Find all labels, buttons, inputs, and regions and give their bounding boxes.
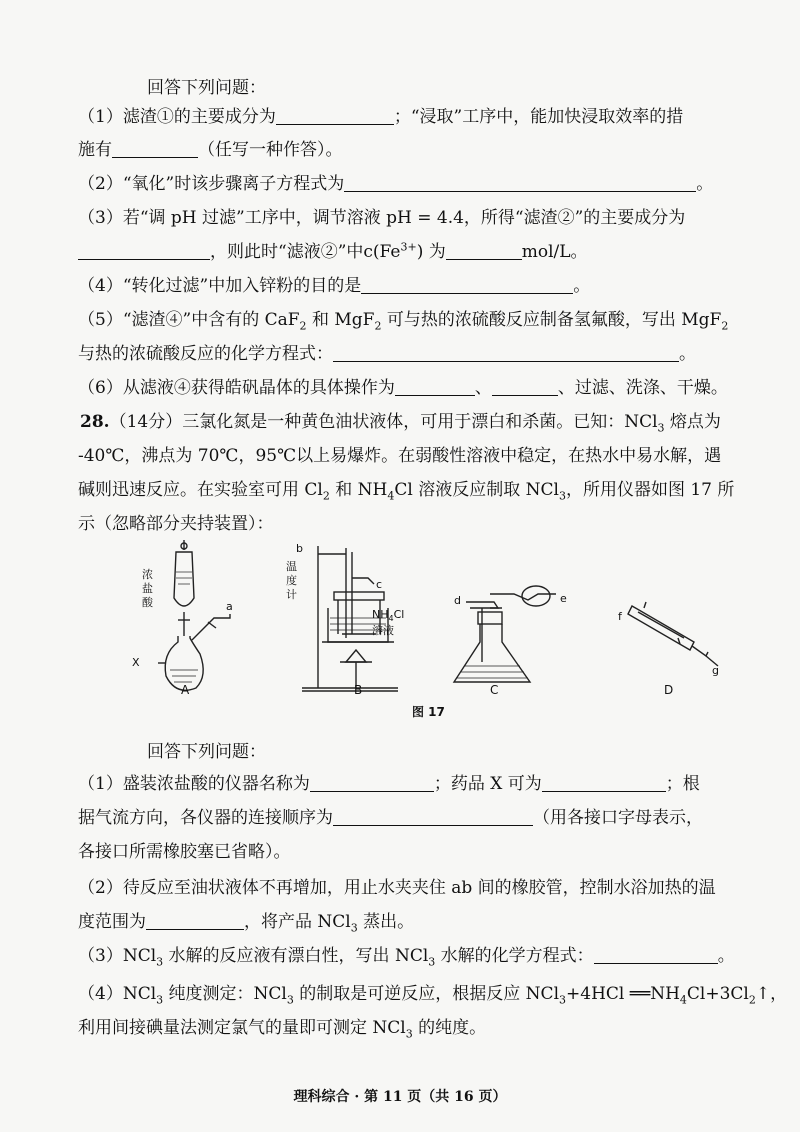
fig-label-f: f xyxy=(618,610,622,623)
page-footer: 理科综合 · 第 11 页（共 16 页） xyxy=(293,1089,507,1105)
q28-3: （3）NCl$_3$ 水解的反应液有漂白性，写出 NCl$_3$ 水解的化学方程式： 。 xyxy=(78,946,735,969)
heading-answer-2: 回答下列问题： xyxy=(147,742,266,762)
q28-1-line1: （1）盛装浓盐酸的仪器名称为 ；药品 X 可为 ；根 xyxy=(78,774,700,794)
fig-label-nh4cl: $NH_4Cl$ xyxy=(372,608,405,623)
fig-label-C: C xyxy=(490,683,499,697)
q28-line4: 示（忽略部分夹持装置）： xyxy=(78,514,274,534)
fig-label-hcl-1: 浓 xyxy=(142,568,153,581)
q28-1-line3: 各接口所需橡胶塞已省略）。 xyxy=(78,842,291,862)
q28-line3: 碱则迅速反应。在实验室可用 $Cl_2$ 和 $NH_4Cl$ 溶液反应制取 NCl$_3$，所用仪器如图 17 所 xyxy=(78,480,735,503)
fig-label-b: b xyxy=(296,542,303,555)
q27-3-line2: ，则此时“滤液②”中$c(Fe^{3+})$ 为 mol/L。 xyxy=(78,240,768,264)
fig-label-temp-3: 计 xyxy=(286,588,297,601)
fig-label-a: a xyxy=(226,600,233,613)
fig-label-solution: 溶液 xyxy=(372,624,394,637)
q28-2-line2: 度范围为 ，将产品 NCl$_3$ 蒸出。 xyxy=(78,912,415,935)
fig-label-d: d xyxy=(454,594,461,607)
q27-1-line1: （1）滤渣①的主要成分为 ；“浸取”工序中，能加快浸取效率的措 xyxy=(78,107,684,127)
fig-label-hcl-3: 酸 xyxy=(142,596,153,609)
q28-4-line1: （4）NCl$_3$ 纯度测定：NCl$_3$ 的制取是可逆反应，根据反应 NCl$_3$+4HCl $══NH_4Cl+3Cl_2↑$， xyxy=(78,984,788,1007)
q28-line2: -40℃，沸点为 70℃，95℃以上易爆炸。在弱酸性溶液中稳定，在热水中易水解，遇 xyxy=(78,446,722,466)
q27-4: （4）“转化过滤”中加入锌粉的目的是 。 xyxy=(78,276,591,296)
q27-6: （6）从滤液④获得皓矾晶体的具体操作为 、 、过滤、洗涤、干燥。 xyxy=(78,378,728,398)
fig-label-c: c xyxy=(376,578,383,591)
fig-label-g: g xyxy=(712,664,719,677)
apparatus-c-drawing xyxy=(454,586,556,682)
q28-line1: 28.（14分）三氯化氮是一种黄色油状液体，可用于漂白和杀菌。已知：NCl$_3$ 熔点为 xyxy=(80,412,721,435)
q27-5-line2: 与热的浓硫酸反应的化学方程式： 。 xyxy=(78,344,696,364)
apparatus-a-drawing xyxy=(158,540,230,690)
q27-3-line1: （3）若“调 pH 过滤”工序中，调节溶液 pH = 4.4，所得“滤渣②”的主要成分为 xyxy=(78,208,686,228)
q28-1-line2: 据气流方向，各仪器的连接顺序为 （用各接口字母表示， xyxy=(78,808,703,828)
fig-label-B: B xyxy=(354,683,363,697)
figure-17-apparatus xyxy=(118,538,738,738)
q28-2-line1: （2）待反应至油状液体不再增加，用止水夹夹住 ab 间的橡胶管，控制水浴加热的温 xyxy=(78,878,716,898)
fig-label-temp-2: 度 xyxy=(286,574,297,587)
figure-caption: 图 17 xyxy=(412,705,445,719)
fig-label-x: X xyxy=(132,656,140,669)
fig-label-e: e xyxy=(560,592,567,605)
apparatus-d-drawing xyxy=(628,602,718,666)
fig-label-A: A xyxy=(181,683,190,697)
heading-answer: 回答下列问题： xyxy=(147,78,266,98)
fig-label-hcl-2: 盐 xyxy=(142,582,153,595)
fig-label-temp-1: 温 xyxy=(286,560,297,573)
q28-4-line2: 利用间接碘量法测定氯气的量即可测定 NCl$_3$ 的纯度。 xyxy=(78,1018,487,1041)
q27-1-line2: 施有 （任写一种作答）。 xyxy=(78,140,343,160)
q27-5-line1: （5）“滤渣④”中含有的 CaF$_2$ 和 MgF$_2$ 可与热的浓硫酸反应制备氢氟酸，写出 MgF$_2$ xyxy=(78,310,729,333)
q27-2: （2）“氧化”时该步骤离子方程式为 。 xyxy=(78,174,714,194)
fig-label-D: D xyxy=(664,683,674,697)
